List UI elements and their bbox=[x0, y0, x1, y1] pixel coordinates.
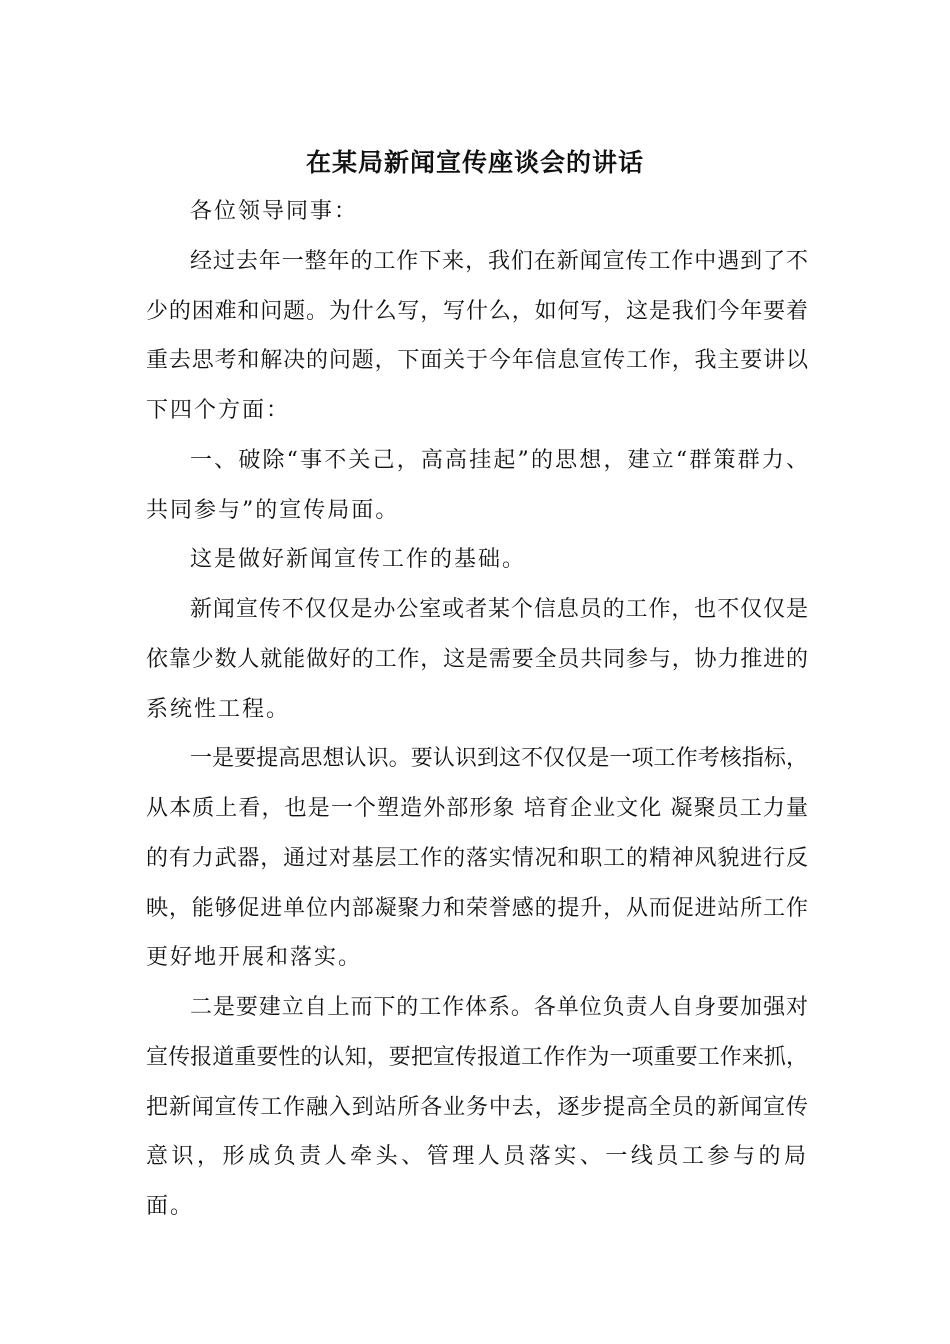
paragraph-line: 把新闻宣传工作融入到站所各业务中去，逐步提高全员的新闻宣传 bbox=[146, 1094, 808, 1120]
paragraph-line: 共同参与”的宣传局面。 bbox=[146, 497, 400, 523]
document-body bbox=[146, 187, 808, 1232]
paragraph-line: 映，能够促进单位内部凝聚力和荣誉感的提升，从而促进站所工作 bbox=[146, 895, 808, 921]
paragraph-line: 从本质上看，也是一个塑造外部形象 培育企业文化 凝聚员工力量 bbox=[146, 796, 808, 821]
paragraph bbox=[146, 983, 808, 1232]
paragraph-line: 经过去年一整年的工作下来，我们在新闻宣传工作中遇到了不 bbox=[190, 248, 808, 274]
paragraph-line: 更好地开展和落实。 bbox=[146, 945, 363, 971]
paragraph bbox=[146, 436, 808, 536]
paragraph-line: 依靠少数人就能做好的工作，这是需要全员共同参与，协力推进的 bbox=[146, 646, 808, 672]
paragraph-line: 各位领导同事： bbox=[190, 199, 359, 224]
paragraph bbox=[146, 585, 808, 734]
paragraph-line: 二是要建立自上而下的工作体系。各单位负责人自身要加强对 bbox=[190, 995, 808, 1020]
paragraph-line: 意识，形成负责人牵头、管理人员落实、一线员工参与的局面。 bbox=[146, 1144, 808, 1219]
paragraph-line: 一是要提高思想认识。要认识到这不仅仅是一项工作考核指标， bbox=[190, 746, 808, 772]
paragraph-line: 系统性工程。 bbox=[146, 696, 291, 722]
paragraph-line: 这是做好新闻宣传工作的基础。 bbox=[190, 547, 527, 573]
paragraph bbox=[146, 187, 808, 237]
paragraph-line: 新闻宣传不仅仅是办公室或者某个信息员的工作，也不仅仅是 bbox=[190, 597, 808, 622]
paragraph-line: 少的困难和问题。为什么写，写什么，如何写，这是我们今年要着 bbox=[146, 298, 808, 324]
paragraph bbox=[146, 237, 808, 436]
paragraph bbox=[146, 734, 808, 983]
paragraph-line: 宣传报道重要性的认知，要把宣传报道工作作为一项重要工作来抓， bbox=[146, 1044, 808, 1070]
paragraph-line: 的有力武器，通过对基层工作的落实情况和职工的精神风貌进行反 bbox=[146, 845, 808, 871]
paragraph-line: 重去思考和解决的问题，下面关于今年信息宣传工作，我主要讲以 bbox=[146, 348, 808, 374]
paragraph-line: 下四个方面： bbox=[146, 398, 291, 423]
paragraph-line: 一、破除“事不关己，高高挂起”的思想，建立“群策群力、 bbox=[190, 447, 808, 473]
paragraph bbox=[146, 535, 808, 585]
document-title: 在某局新闻宣传座谈会的讲话 bbox=[305, 148, 644, 177]
